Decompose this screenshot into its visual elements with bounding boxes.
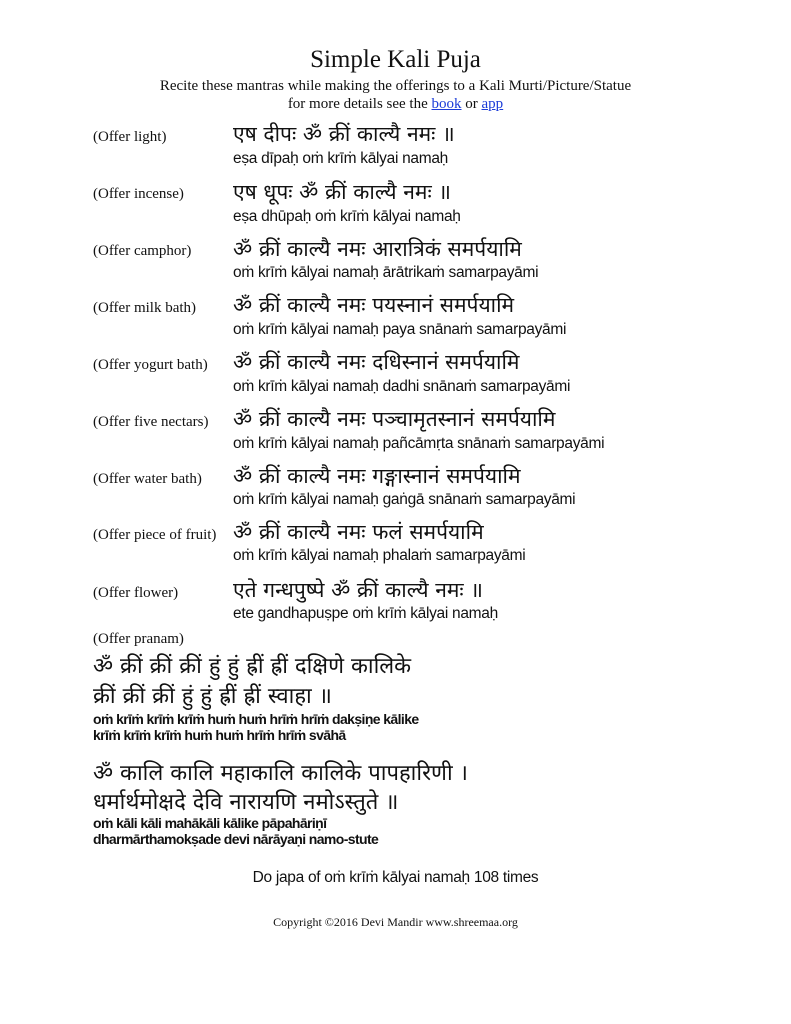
page-title: Simple Kali Puja xyxy=(310,46,481,73)
transliteration: oṁ krīṁ kālyai namaḥ pañcāmṛta snānaṁ samarpayāmi xyxy=(233,435,605,452)
book-link[interactable]: book xyxy=(431,96,462,112)
or-text: or xyxy=(465,96,478,112)
japa-instruction: Do japa of oṁ krīṁ kālyai namaḥ 108 times xyxy=(252,869,539,886)
transliteration: eṣa dhūpaḥ oṁ krīṁ kālyai namaḥ xyxy=(233,208,461,225)
pranam-mantra-line2: क्रीं क्रीं क्रीं हुं हुं ह्रीं ह्रीं स्वाहा ॥ xyxy=(93,684,332,709)
pranam-mantra-line1: ॐ क्रीं क्रीं क्रीं हुं हुं ह्रीं ह्रीं दक्षिणे कालिके xyxy=(93,654,412,679)
details-prefix: for more details see the xyxy=(287,96,428,112)
devanagari-mantra: एष दीपः ॐ क्रीं काल्यै नमः ॥ xyxy=(233,122,455,146)
details-line xyxy=(0,96,791,113)
app-link[interactable]: app xyxy=(481,96,504,112)
transliteration: ete gandhapuṣpe oṁ krīṁ kālyai namaḥ xyxy=(233,605,498,622)
transliteration: oṁ krīṁ kālyai namaḥ paya snānaṁ samarpayāmi xyxy=(233,321,567,338)
offer-label: (Offer five nectars) xyxy=(93,414,209,430)
offer-label: (Offer flower) xyxy=(93,585,179,601)
transliteration: eṣa dīpaḥ oṁ krīṁ kālyai namaḥ xyxy=(233,150,448,167)
devanagari-mantra: ॐ क्रीं काल्यै नमः गङ्गास्नानं समर्पयामि xyxy=(233,464,521,488)
transliteration: oṁ krīṁ kālyai namaḥ phalaṁ samarpayāmi xyxy=(233,547,526,564)
offer-label: (Offer camphor) xyxy=(93,243,192,259)
stuti-translit-line1: oṁ kāli kāli mahākāli kālike pāpahāriṇī xyxy=(93,815,327,831)
offer-label: (Offer milk bath) xyxy=(93,300,197,316)
offer-label: (Offer light) xyxy=(93,129,167,145)
offer-label: (Offer incense) xyxy=(93,186,184,202)
pranam-label: (Offer pranam) xyxy=(93,631,184,647)
subtitle: Recite these mantras while making the offerings to a Kali Murti/Picture/Statue xyxy=(159,78,632,94)
offer-label: (Offer yogurt bath) xyxy=(93,357,208,373)
copyright: Copyright ©2016 Devi Mandir www.shreemaa.org xyxy=(273,915,518,929)
devanagari-mantra: ॐ क्रीं काल्यै नमः दधिस्नानं समर्पयामि xyxy=(233,350,520,374)
devanagari-mantra: ॐ क्रीं काल्यै नमः आरात्रिकं समर्पयामि xyxy=(233,237,522,261)
devanagari-mantra: ॐ क्रीं काल्यै नमः पयस्नानं समर्पयामि xyxy=(233,293,515,317)
devanagari-mantra: ॐ क्रीं काल्यै नमः फलं समर्पयामि xyxy=(233,520,484,544)
transliteration: oṁ krīṁ kālyai namaḥ ārātrikaṁ samarpayāmi xyxy=(233,264,539,281)
offer-label: (Offer piece of fruit) xyxy=(93,527,217,543)
pranam-translit-line2: krīṁ krīṁ krīṁ huṁ huṁ hrīṁ hrīṁ svāhā xyxy=(93,727,346,743)
stuti-translit-line2: dharmārthamokṣade devi nārāyaṇi namo-stute xyxy=(93,831,379,847)
transliteration: oṁ krīṁ kālyai namaḥ dadhi snānaṁ samarpayāmi xyxy=(233,378,571,395)
devanagari-mantra: एते गन्धपुष्पे ॐ क्रीं काल्यै नमः ॥ xyxy=(233,578,483,602)
devanagari-mantra: एष धूपः ॐ क्रीं काल्यै नमः ॥ xyxy=(233,180,451,204)
stuti-mantra-line2: धर्मार्थमोक्षदे देवि नारायणि नमोऽस्तुते ॥ xyxy=(93,790,399,815)
stuti-mantra-line1: ॐ कालि कालि महाकालि कालिके पापहारिणी । xyxy=(93,761,468,786)
transliteration: oṁ krīṁ kālyai namaḥ gaṅgā snānaṁ samarpayāmi xyxy=(233,491,576,508)
offer-label: (Offer water bath) xyxy=(93,471,202,487)
pranam-translit-line1: oṁ krīṁ krīṁ krīṁ huṁ huṁ hrīṁ hrīṁ dakṣiṇe kālike xyxy=(93,711,419,727)
devanagari-mantra: ॐ क्रीं काल्यै नमः पञ्चामृतस्नानं समर्पयामि xyxy=(233,407,556,431)
